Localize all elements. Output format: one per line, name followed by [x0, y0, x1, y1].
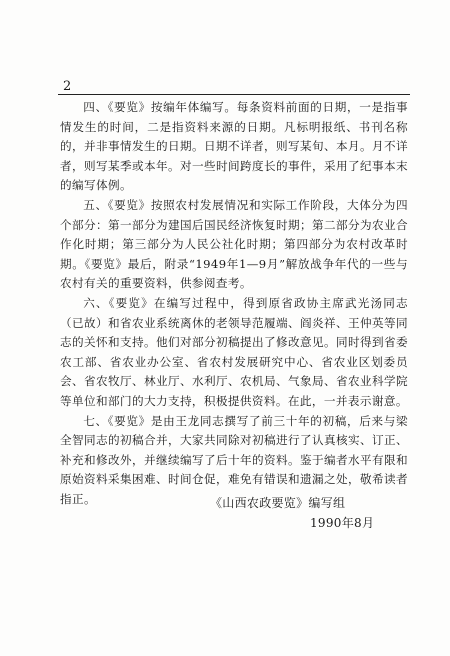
paragraph-item-4: 四、《要览》按编年体编写。每条资料前面的日期，一是指事情发生的时间，二是指资料来源的日期。凡标明报纸、书刊名称的，并非事情发生的日期。日期不详者，则写某旬、本月。月不详者，则写某季或本年。对一些时间跨度长的事件，采用了纪事本末的编写体例。 [60, 100, 408, 193]
signature-organization: 《山西农政要览》编写组 [210, 496, 346, 510]
paragraph-item-5: 五、《要览》按照农村发展情况和实际工作阶段，大体分为四个部分：第一部分为建国后国民经济恢复时期；第二部分为农业合作化时期；第三部分为人民公社化时期；第四部分为农村改革时期。《要览》最后，附录“1949年1—9月”解放战争年代的一些与农村有关的重要资料，供参阅查考。 [60, 197, 408, 291]
signature-date: 1990年8月 [310, 516, 375, 530]
header-rule [58, 94, 410, 95]
paragraph-item-6: 六、《要览》在编写过程中，得到原省政协主席武光汤同志（已故）和省农业系统离休的老领导范履端、阎炎祥、王仲英等同志的关怀和支持。他们对部分初稿提出了修改意见。同时得到省委农工部、省农业办公室、省农村发展研究中心、省农业区划委员会、省农牧厅、林业厅、水利厅、农机局、气象局、省农业科学院等单位和部门的大力支持，积极提供资料。在此，一并表示谢意。 [60, 295, 408, 408]
page-number: 2 [63, 79, 72, 94]
body-text [60, 98, 408, 509]
paragraph-item-7: 七、《要览》是由王龙同志撰写了前三十年的初稿，后来与梁全智同志的初稿合并，大家共同除对初稿进行了认真核实、订正、补充和修改外，并继续编写了后十年的资料。鉴于编者水平有限和原始资料采集困难、时间仓促，难免有错误和遗漏之处，敬希读者指正。 [60, 413, 408, 506]
